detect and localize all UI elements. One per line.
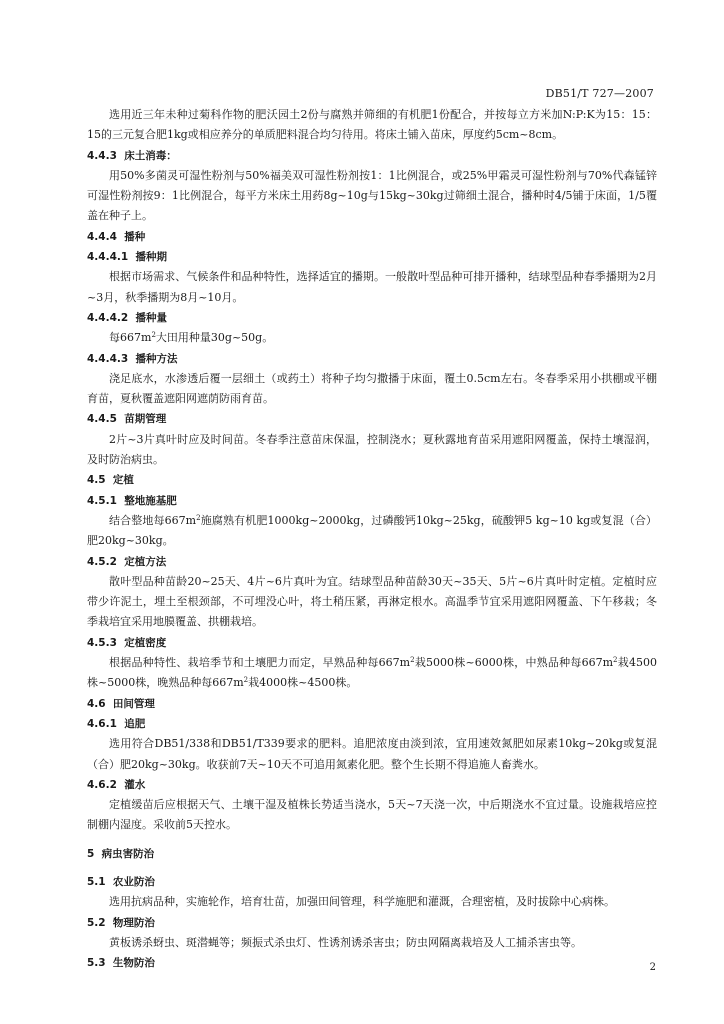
section-heading: 5.2 物理防治 <box>87 916 155 929</box>
paragraph: 根据市场需求、气候条件和品种特性，选择适宜的播期。一般散叶型品种可排开播种，结球型品种春季播期为2月~3月，秋季播期为8月~10月。 <box>87 270 657 304</box>
section-heading: 4.4.4 播种 <box>87 230 146 243</box>
paragraph: 黄板诱杀蚜虫、斑潜蝇等；频振式杀虫灯、性诱剂诱杀害虫；防虫网隔离栽培及人工捕杀害虫等。 <box>109 935 582 949</box>
section-heading: 5.1 农业防治 <box>87 875 155 888</box>
section-heading: 4.6.2 灌水 <box>87 778 146 791</box>
paragraph: 散叶型品种苗龄20~25天、4片~6片真叶为宜。结球型品种苗龄30天~35天、5片~6片真叶时定植。定植时应带少许泥土，埋土至根颈部，不可埋没心叶，将土稍压紧，再淋定根水。高温季节宜采用遮阳网覆盖、下午移栽；冬季栽培宜采用地膜覆盖、拱棚栽培。 <box>87 574 657 629</box>
paragraph: 定植缓苗后应根据天气、土壤干湿及植株长势适当浇水，5天~7天浇一次，中后期浇水不宜过量。设施栽培应控制棚内湿度。采收前5天控水。 <box>87 798 657 832</box>
paragraph: 根据品种特性、栽培季节和土壤肥力而定，早熟品种每$667m^2$栽5000株~6000株，中熟品种每$667m^2$栽4500株~5000株，晚熟品种每$667m^2$栽4000株~4500株。 <box>87 656 657 690</box>
section-heading: 4.4.3 床土消毒： <box>87 149 177 162</box>
section-heading: 4.5.1 整地施基肥 <box>87 494 177 507</box>
section-heading: 4.5 定植 <box>87 474 134 487</box>
section-heading: 4.4.4.1 播种期 <box>87 251 168 264</box>
section-heading: 4.4.4.3 播种方法 <box>87 352 178 365</box>
paragraph: 结合整地每$667m^2$施腐熟有机肥1000kg~2000kg，过磷酸钙10kg~25kg，硫酸钾5 kg~10 kg或复混（合）肥20kg~30kg。 <box>87 513 657 548</box>
paragraph: 用50%多菌灵可湿性粉剂与50%福美双可湿性粉剂按1：1比例混合，或25%甲霜灵可湿性粉剂与70%代森锰锌可湿性粉剂按9：1比例混合，每平方米床土用药8g~10g与15kg~30kg过筛细土混合，播种时4/5铺于床面，1/5覆盖在种子上。 <box>87 168 657 223</box>
page-number: 2 <box>649 962 656 973</box>
paragraph: 浇足底水，水渗透后覆一层细土（或药土）将种子均匀撒播于床面，覆土0.5cm左右。冬春季采用小拱棚或平棚育苗，夏秋覆盖遮阳网遮荫防雨育苗。 <box>87 371 657 406</box>
paragraph: 选用近三年未种过菊科作物的肥沃园土2份与腐熟并筛细的有机肥1份配合，并按每立方米加N:P:K为15：15：15的三元复合肥1kg或相应养分的单质肥料混合均匀待用。将床土铺入苗床，厚度约5cm~8cm。 <box>87 108 657 142</box>
section-heading: 5.3 生物防治 <box>87 957 155 970</box>
paragraph: 选用符合DB51/338和DB51/T339要求的肥料。追肥浓度由淡到浓，宜用速效氮肥如尿素10kg~20kg或复混（合）肥20kg~30kg。收获前7天~10天不可追用氮素化肥。整个生长期不得追施人畜粪水。 <box>87 737 657 771</box>
section-heading: 4.6 田间管理 <box>87 697 155 710</box>
document-code: DB51/T 727—2007 <box>545 87 654 100</box>
section-heading: 4.4.5 苗期管理 <box>87 413 167 426</box>
chapter-heading: 5 病虫害防治 <box>87 847 155 860</box>
paragraph: 选用抗病品种，实施轮作，培育壮苗，加强田间管理，科学施肥和灌溉，合理密植，及时拔除中心病株。 <box>109 895 615 909</box>
paragraph: 每$667m^2$大田用种量30g~50g。 <box>109 331 274 345</box>
document-body <box>87 105 657 973</box>
section-heading: 4.6.1 追肥 <box>87 717 146 730</box>
paragraph: 2片~3片真叶时应及时间苗。冬春季注意苗床保温，控制浇水；夏秋露地育苗采用遮阳网覆盖，保持土壤湿润，及时防治病虫。 <box>87 432 657 467</box>
section-heading: 4.5.2 定植方法 <box>87 555 167 568</box>
section-heading: 4.5.3 定植密度 <box>87 636 167 649</box>
section-heading: 4.4.4.2 播种量 <box>87 311 168 324</box>
